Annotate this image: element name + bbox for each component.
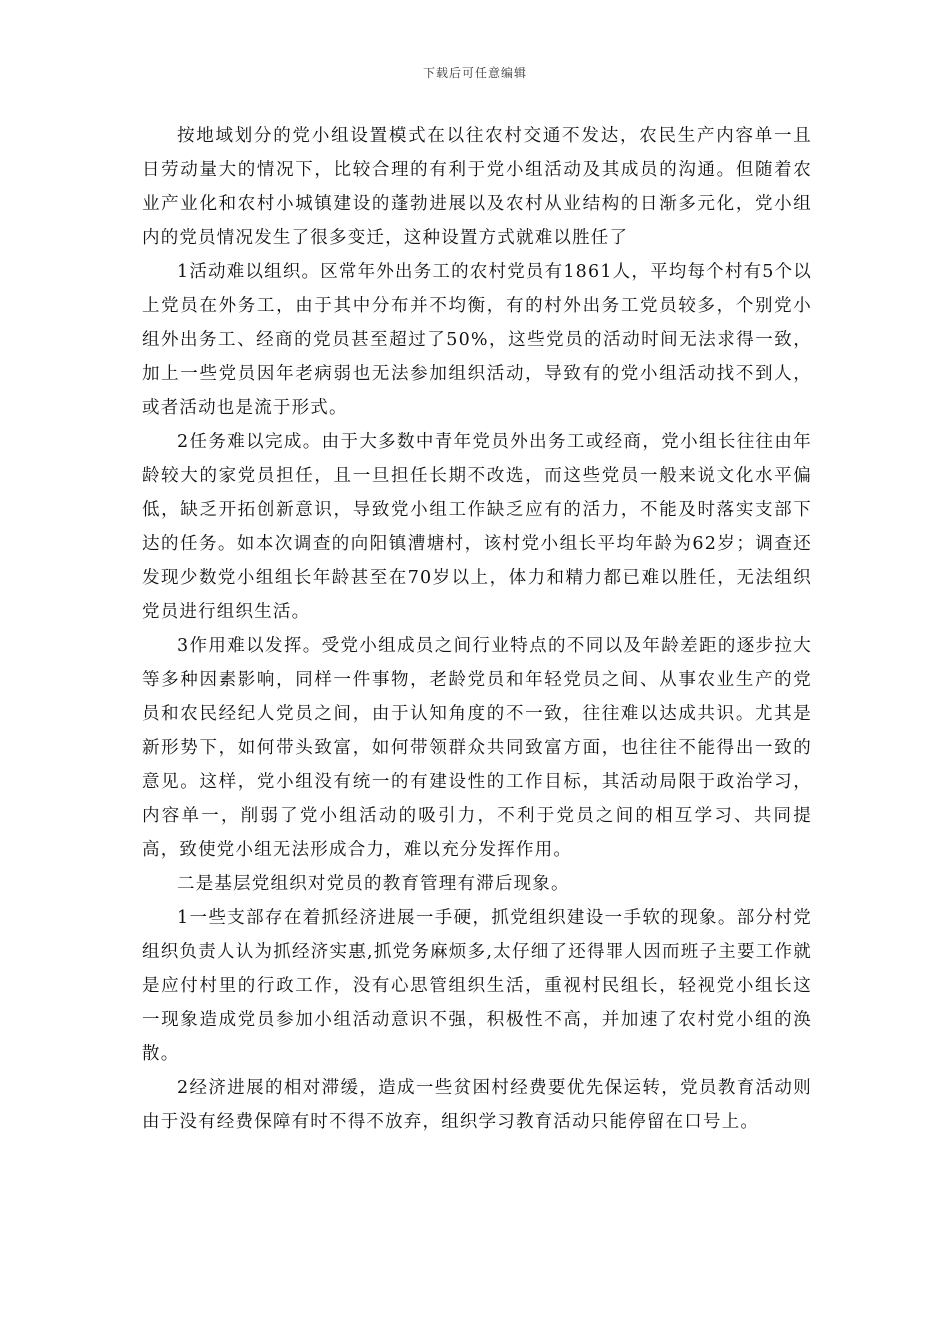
paragraph-section-heading: 二是基层党组织对党员的教育管理有滞后现象。 [177,874,570,894]
paragraph-branch-issue: 1一些支部存在着抓经济进展一手硬，抓党组织建设一手软的现象。部分村党组织负责人认为抓经济实惠,抓党务麻烦多,太仔细了还得罪人因而班子主要工作就是应付村里的行政工作，没有心思管组织生活，重视村民组长，轻视党小组长这一现象造成党员参加小组活动意识不强，积极性不高，并加速了农村党小组的涣散。 [142,908,812,1064]
paragraph-task-completion: 2任务难以完成。由于大多数中青年党员外出务工或经商，党小组长往往由年龄较大的家党员担任，且一旦担任长期不改选，而这些党员一般来说文化水平偏低，缺乏开拓创新意识，导致党小组工作缺乏应有的活力，不能及时落实支部下达的任务。如本次调查的向阳镇漕塘村，该村党小组长平均年龄为62岁；调查还发现少数党小组组长年龄甚至在70岁以上，体力和精力都已难以胜任，无法组织党员进行组织生活。 [142,432,812,622]
paragraph-activity-organization: 1活动难以组织。区常年外出务工的农村党员有1861人，平均每个村有5个以上党员在外务工，由于其中分布并不均衡，有的村外出务工党员较多，个别党小组外出务工、经商的党员甚至超过了50%，这些党员的活动时间无法求得一致，加上一些党员因年老病弱也无法参加组织活动，导致有的党小组活动找不到人，或者活动也是流于形式。 [142,262,813,418]
header-note: 下载后可任意编辑 [422,66,527,80]
paragraph-economic-issue: 2经济进展的相对滞缓，造成一些贫困村经费要优先保运转，党员教育活动则由于没有经费保障有时不得不放弃，组织学习教育活动只能停留在口号上。 [142,1078,812,1132]
paragraph-role-function: 3作用难以发挥。受党小组成员之间行业特点的不同以及年龄差距的逐步拉大等多种因素影响，同样一件事物，老龄党员和年轻党员之间、从事农业生产的党员和农民经纪人党员之间，由于认知角度的不一致，往往难以达成共识。尤其是新形势下，如何带头致富，如何带领群众共同致富方面，也往往不能得出一致的意见。这样，党小组没有统一的有建设性的工作目标，其活动局限于政治学习，内容单一，削弱了党小组活动的吸引力，不利于党员之间的相互学习、共同提高，致使党小组无法形成合力，难以充分发挥作用。 [142,636,812,860]
paragraph-intro: 按地域划分的党小组设置模式在以往农村交通不发达，农民生产内容单一且日劳动量大的情况下，比较合理的有利于党小组活动及其成员的沟通。但随着农业产业化和农村小城镇建设的蓬勃进展以及农村从业结构的日渐多元化，党小组内的党员情况发生了很多变迁，这种设置方式就难以胜任了 [142,126,812,248]
document-body [142,119,812,1139]
